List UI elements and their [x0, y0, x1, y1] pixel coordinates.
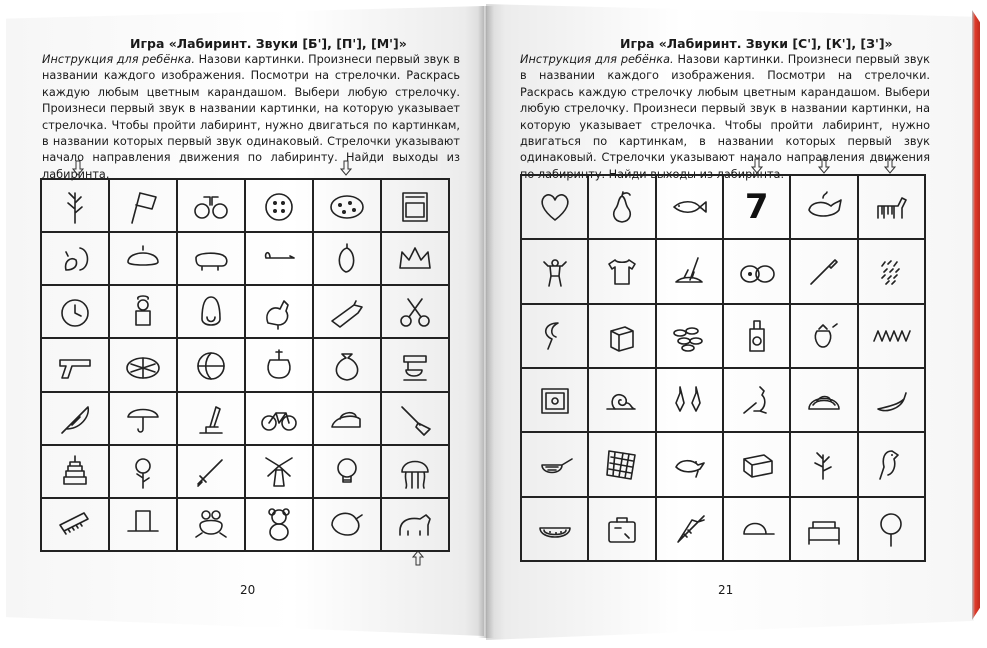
net-icon	[601, 445, 643, 483]
maze-cell[interactable]	[41, 498, 109, 551]
instruction-lead: Инструкция для ребёнка.	[520, 53, 674, 66]
maze-cell[interactable]	[381, 232, 449, 285]
scissors-icon	[394, 293, 436, 331]
left-page-number: 20	[240, 583, 256, 597]
maze-cell[interactable]	[588, 304, 655, 368]
branch-icon	[54, 187, 96, 225]
maze-cell[interactable]	[313, 179, 381, 232]
suitcase-icon	[601, 510, 643, 548]
windmill-icon	[258, 452, 300, 490]
left-maze-grid	[40, 178, 450, 552]
maze-cell[interactable]	[858, 432, 925, 496]
sieve-icon	[534, 445, 576, 483]
brick-icon	[736, 445, 778, 483]
maze-cell[interactable]	[245, 392, 313, 445]
maze-cell[interactable]	[313, 285, 381, 338]
maze-cell[interactable]	[521, 239, 588, 303]
teddy-bear-icon	[258, 505, 300, 543]
maze-cell[interactable]	[588, 432, 655, 496]
left-page-title: Игра «Лабиринт. Звуки [Б'], [П'], [М']»	[130, 36, 407, 51]
maze-cell[interactable]	[245, 338, 313, 391]
fish-icon	[668, 188, 710, 226]
zigzag-icon	[870, 317, 912, 355]
maze-cell[interactable]	[790, 304, 857, 368]
kiwi-icon	[736, 252, 778, 290]
maze-cell[interactable]	[245, 445, 313, 498]
down-arrow-icon	[751, 158, 763, 174]
seeds-icon	[870, 252, 912, 290]
glue-icon	[736, 317, 778, 355]
pepper-icon	[326, 240, 368, 278]
crown-icon	[394, 240, 436, 278]
saw-icon	[54, 505, 96, 543]
seven-icon: 7	[744, 187, 769, 228]
maze-cell[interactable]	[313, 338, 381, 391]
maze-cell[interactable]	[41, 232, 109, 285]
maze-cell[interactable]	[521, 368, 588, 432]
maze-cell[interactable]	[723, 497, 790, 561]
chef-icon	[122, 293, 164, 331]
sword-icon	[190, 452, 232, 490]
heart-icon	[534, 188, 576, 226]
maze-cell[interactable]	[588, 175, 655, 239]
carrot-icon	[668, 510, 710, 548]
pie-icon	[122, 346, 164, 384]
beret-icon	[122, 240, 164, 278]
clock-icon	[54, 293, 96, 331]
pear-icon	[601, 188, 643, 226]
pyramid-toy-icon	[54, 452, 96, 490]
ball-icon	[190, 346, 232, 384]
rose-icon	[122, 452, 164, 490]
maze-cell[interactable]	[109, 445, 177, 498]
maze-cell[interactable]	[656, 175, 723, 239]
maze-cell[interactable]	[790, 497, 857, 561]
maze-cell[interactable]	[109, 232, 177, 285]
light-bulb-icon	[326, 452, 368, 490]
maze-cell[interactable]	[177, 392, 245, 445]
sickle-icon	[534, 317, 576, 355]
maze-cell[interactable]	[41, 392, 109, 445]
sofa-icon	[803, 510, 845, 548]
book-cover-edge	[972, 10, 980, 620]
parrot-icon	[870, 445, 912, 483]
binoculars-icon	[190, 187, 232, 225]
glove-icon	[326, 293, 368, 331]
umbrella-icon	[122, 399, 164, 437]
maze-cell[interactable]	[656, 368, 723, 432]
maze-cell[interactable]	[858, 304, 925, 368]
maze-cell[interactable]	[723, 239, 790, 303]
maze-cell[interactable]	[521, 304, 588, 368]
maze-cell[interactable]	[313, 392, 381, 445]
right-maze-grid	[520, 174, 926, 562]
sack-icon	[326, 346, 368, 384]
maze-cell[interactable]	[521, 175, 588, 239]
tit-bird-icon	[668, 445, 710, 483]
right-page-instruction	[520, 52, 930, 183]
maze-cell[interactable]	[790, 239, 857, 303]
maze-cell[interactable]	[245, 179, 313, 232]
maze-cell[interactable]	[109, 285, 177, 338]
book-gutter	[478, 6, 494, 638]
maze-cell[interactable]	[109, 338, 177, 391]
jellyfish-icon	[394, 452, 436, 490]
maze-cell[interactable]	[381, 392, 449, 445]
flag-icon	[122, 187, 164, 225]
meringue-icon	[803, 381, 845, 419]
iron-icon	[326, 399, 368, 437]
t-shirt-icon	[601, 252, 643, 290]
maze-cell[interactable]	[588, 368, 655, 432]
button-icon	[258, 187, 300, 225]
brush-icon	[803, 252, 845, 290]
strawberry-icon	[803, 317, 845, 355]
squirrel-icon	[54, 240, 96, 278]
down-arrow-icon	[72, 160, 84, 176]
maze-cell[interactable]	[381, 445, 449, 498]
mirror-icon	[870, 510, 912, 548]
maze-cell[interactable]	[41, 338, 109, 391]
pistol-icon	[54, 346, 96, 384]
maze-cell[interactable]	[313, 232, 381, 285]
maze-cell[interactable]	[656, 432, 723, 496]
penguin-icon	[190, 293, 232, 331]
maze-cell[interactable]	[588, 239, 655, 303]
sunflower-seeds-icon	[668, 317, 710, 355]
maze-cell[interactable]	[177, 232, 245, 285]
pizza-icon	[326, 187, 368, 225]
hay-icon	[668, 252, 710, 290]
earrings-icon	[668, 381, 710, 419]
whale-icon	[803, 188, 845, 226]
maze-cell[interactable]	[245, 498, 313, 551]
kangaroo-icon	[736, 381, 778, 419]
zebra-icon	[870, 188, 912, 226]
up-arrow-icon	[412, 550, 424, 566]
maze-cell[interactable]	[790, 368, 857, 432]
herbs-icon	[803, 445, 845, 483]
maze-cell[interactable]	[723, 304, 790, 368]
maze-cell[interactable]	[381, 338, 449, 391]
maze-cell[interactable]	[41, 445, 109, 498]
instruction-text: Назови картинки. Произнеси первый звук в названии каждого изображения. Посмотри на стрелочки. Раскрась каждую стрелочку любым цветным карандашом. Выбери любую стрелочку. Произнеси первый звук в названии картинки, на которую указывает стрелочка. Чтобы пройти лабиринт, нужно двигаться по картинкам, в названии которых первый звук одинаковый. Стрелочки указывают начало направления движения по лабиринту. Найди выходы из лабиринта.	[520, 53, 930, 181]
maze-cell[interactable]	[381, 498, 449, 551]
stove-icon	[394, 187, 436, 225]
maze-cell[interactable]	[381, 285, 449, 338]
maze-cell[interactable]	[245, 285, 313, 338]
bodybuilder-icon	[534, 252, 576, 290]
bear-icon	[394, 505, 436, 543]
top-hat-icon	[122, 505, 164, 543]
maze-cell[interactable]	[588, 497, 655, 561]
down-arrow-icon	[884, 158, 896, 174]
maze-cell[interactable]	[177, 338, 245, 391]
rooster-icon	[258, 293, 300, 331]
needle-icon	[258, 240, 300, 278]
maze-cell[interactable]	[723, 432, 790, 496]
maze-cell[interactable]	[790, 432, 857, 496]
maze-cell[interactable]	[177, 179, 245, 232]
maze-cell[interactable]	[41, 285, 109, 338]
honey-pot-icon	[258, 346, 300, 384]
maze-cell[interactable]	[381, 179, 449, 232]
maze-cell[interactable]	[858, 368, 925, 432]
maze-cell[interactable]	[858, 239, 925, 303]
down-arrow-icon	[818, 158, 830, 174]
down-arrow-icon	[340, 160, 352, 176]
safe-icon	[534, 381, 576, 419]
maze-cell[interactable]	[109, 498, 177, 551]
maze-cell[interactable]	[109, 392, 177, 445]
cube-icon	[601, 317, 643, 355]
maze-cell[interactable]	[177, 285, 245, 338]
maze-cell[interactable]	[313, 445, 381, 498]
maze-cell[interactable]	[858, 175, 925, 239]
maze-cell[interactable]	[245, 232, 313, 285]
bicycle-icon	[258, 399, 300, 437]
maze-cell[interactable]	[656, 497, 723, 561]
mixer-icon	[394, 346, 436, 384]
maze-cell[interactable]	[790, 175, 857, 239]
maze-cell[interactable]	[858, 497, 925, 561]
broom-icon	[394, 399, 436, 437]
frog-icon	[190, 505, 232, 543]
maze-cell[interactable]	[109, 179, 177, 232]
maze-cell[interactable]	[313, 498, 381, 551]
maze-cell[interactable]	[656, 304, 723, 368]
right-page-title: Игра «Лабиринт. Звуки [С'], [К'], [З']»	[620, 36, 893, 51]
snail-icon	[601, 381, 643, 419]
maze-cell[interactable]	[723, 368, 790, 432]
maze-cell[interactable]	[41, 179, 109, 232]
banana-icon	[870, 381, 912, 419]
right-page-number: 21	[718, 583, 734, 597]
maze-cell[interactable]	[177, 498, 245, 551]
left-page-instruction	[42, 52, 460, 183]
instruction-text: Назови картинки. Произнеси первый звук в названии каждого изображения. Посмотри на стрелочки. Раскрась каждую любым цветным карандашом. Выбери любую стрелочку. Произнеси первый звук в названии картинки, на которую указывает стрелочка. Чтобы пройти лабиринт, нужно двигаться по картинкам, в названии которых первый звук одинаковый. Стрелочки указывают начало направления движения по лабиринту. Найди выходы из лабиринта.	[42, 53, 461, 181]
hippo-icon	[190, 240, 232, 278]
turkey-icon	[326, 505, 368, 543]
maze-cell[interactable]	[177, 445, 245, 498]
cap-icon	[736, 510, 778, 548]
instruction-lead: Инструкция для ребёнка.	[42, 53, 195, 66]
maze-cell[interactable]	[723, 175, 790, 239]
watermelon-icon	[534, 510, 576, 548]
microscope-icon	[190, 399, 232, 437]
feather-icon	[54, 399, 96, 437]
maze-cell[interactable]	[521, 497, 588, 561]
maze-cell[interactable]	[521, 432, 588, 496]
maze-cell[interactable]	[656, 239, 723, 303]
